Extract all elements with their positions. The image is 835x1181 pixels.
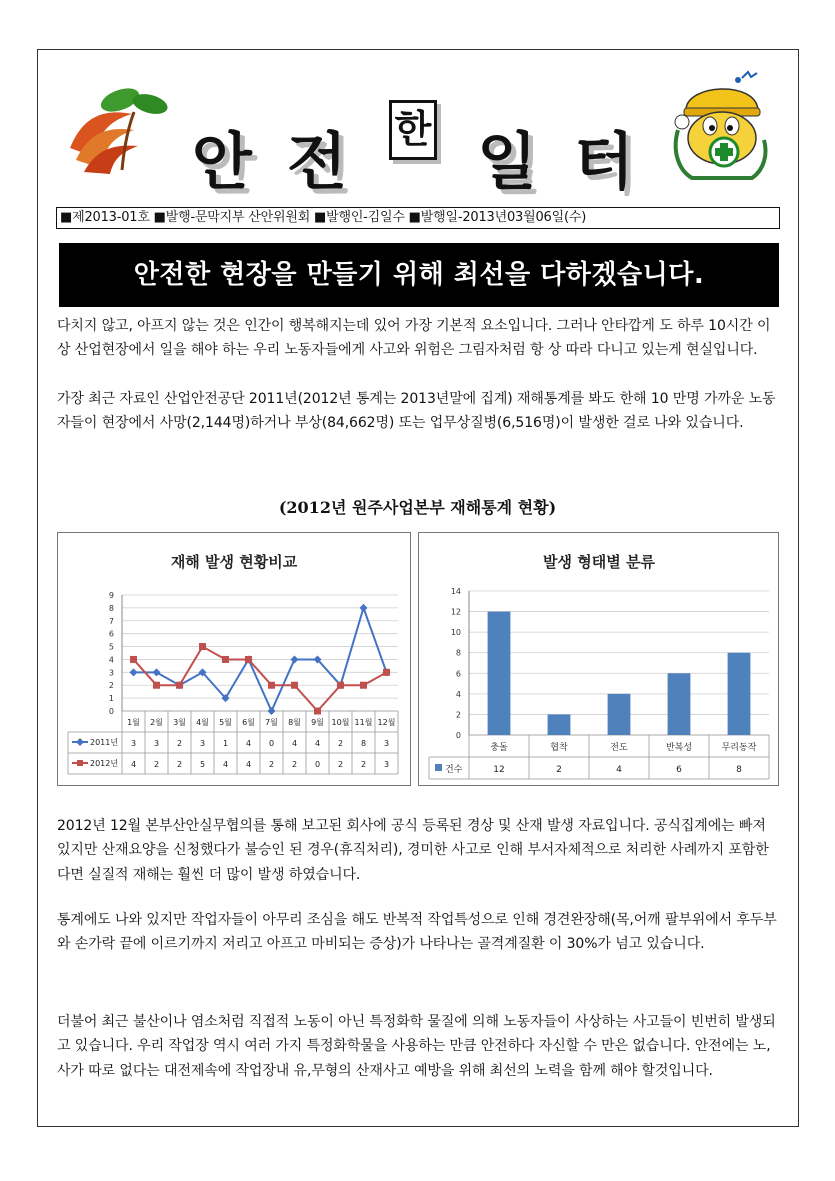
data-table-value: 8	[736, 765, 742, 775]
y-tick-label: 10	[450, 628, 461, 638]
data-table-value: 6	[676, 765, 682, 775]
bar	[488, 612, 511, 735]
y-tick-label: 6	[108, 629, 114, 639]
data-point	[130, 668, 138, 676]
x-tick-label: 4월	[196, 718, 209, 727]
x-tick-label: 11월	[354, 718, 373, 727]
title-boxed-char: 한	[389, 100, 437, 160]
x-tick-label: 3월	[173, 718, 186, 727]
issue-info-line: ■제2013-01호 ■발행-문막지부 산안위원회 ■발행인-김일수 ■발행일-2013년03월06일(수)	[56, 207, 780, 229]
data-table-value: 0	[268, 739, 275, 748]
data-table-value: 4	[245, 760, 252, 769]
legend-marker	[77, 760, 83, 766]
org-logo	[62, 78, 174, 176]
newsletter-title	[192, 100, 652, 200]
data-point	[337, 682, 344, 689]
x-tick-label: 9월	[311, 718, 324, 727]
data-point	[176, 682, 183, 689]
x-tick-label: 무리동작	[721, 743, 757, 753]
data-table-value: 2	[337, 739, 344, 748]
data-table-value: 2	[268, 760, 275, 769]
data-table-value: 4	[245, 739, 252, 748]
headline-banner: 안전한 현장을 만들기 위해 최선을 다하겠습니다.	[59, 243, 779, 307]
data-table-value: 2	[153, 760, 160, 769]
data-table-value: 2	[176, 760, 183, 769]
x-tick-label: 2월	[150, 718, 163, 727]
section-title: (2012년 원주사업본부 재해통계 현황)	[278, 498, 557, 517]
x-tick-label: 5월	[219, 718, 232, 727]
data-table-value: 3	[153, 739, 160, 748]
x-tick-label: 10월	[331, 718, 350, 727]
y-tick-label: 12	[450, 607, 461, 617]
paragraph-musculoskeletal: 통계에도 나와 있지만 작업자들이 아무리 조심을 해도 반복적 작업특성으로 인해 경견완장해(목,어깨 팔부위에서 후두부와 손가락 끝에 이르기까지 저리고 아프고 마비되는 증상)가 나타나는 골격계질환 이 30%가 넘고 있습니다.	[57, 912, 777, 953]
paragraph-report: 2012년 12월 본부산안실무협의를 통해 보고된 회사에 공식 등록된 경상 및 산재 발생 자료입니다. 공식집계에는 빠져 있지만 산재요양을 신청했다가 불승인 된 경우(휴직처리), 경미한 사고로 인해 부서자체적으로 처리한 사례까지 포함한다면 실질적 재해는 훨씬 더 많이 발생 하였습니다.	[57, 818, 769, 883]
title-char-4: 터	[574, 125, 634, 198]
y-tick-label: 3	[108, 668, 114, 678]
title-char-3: 일	[477, 125, 537, 198]
data-table-value: 5	[199, 760, 206, 769]
paragraph-statistics: 가장 최근 자료인 산업안전공단 2011년(2012년 통계는 2013년말에 집계) 재해통계를 봐도 한해 10 만명 가까운 노동자들이 현장에서 사망(2,144명)하거나 부상(84,662명) 또는 업무상질병(6,516명)이 발생한 걸로 나와 있습니다.	[57, 391, 776, 432]
data-table-value: 3	[130, 739, 137, 748]
chart-title: 발생 형태별 분류	[543, 553, 655, 571]
x-tick-label: 6월	[242, 718, 255, 727]
y-tick-label: 1	[108, 694, 114, 704]
x-tick-label: 7월	[265, 718, 278, 727]
data-point	[268, 707, 276, 715]
y-tick-label: 0	[455, 731, 461, 740]
y-tick-label: 2	[108, 681, 114, 691]
y-tick-label: 8	[108, 603, 114, 613]
data-table-value: 1	[222, 739, 229, 748]
data-table-value: 3	[199, 739, 206, 748]
paragraph-chemical: 더불어 최근 불산이나 염소처럼 직접적 노동이 아닌 특정화학 물질에 의해 노동자들이 사상하는 사고들이 빈번히 발생되고 있습니다. 우리 작업장 역시 여러 가지 특정화학물을 사용하는 만큼 안전하다 자신할 수 만은 없습니다. 안전에는 노,사가 따로 없다는 대전제속에 작업장내 유,무형의 산재사고 예방을 위해 최선의 노력을 함께 해야 할것입니다.	[57, 1014, 776, 1079]
data-point	[130, 656, 137, 663]
data-table-value: 8	[360, 739, 367, 748]
y-tick-label: 9	[108, 591, 114, 600]
data-table-value: 4	[616, 765, 622, 775]
data-table-value: 4	[314, 739, 321, 748]
legend-label: 2012년	[90, 759, 119, 768]
data-table-value: 2	[360, 760, 367, 769]
y-tick-label: 4	[108, 655, 114, 665]
data-point	[245, 656, 252, 663]
y-tick-label: 8	[455, 648, 461, 658]
x-tick-label: 반복성	[665, 743, 693, 753]
bar-chart-panel	[418, 532, 779, 786]
legend-label: 2011년	[90, 738, 119, 747]
data-table-value: 3	[383, 739, 390, 748]
x-tick-label: 충돌	[490, 743, 508, 753]
data-table-value: 2	[556, 765, 562, 775]
data-table-value: 4	[291, 739, 298, 748]
data-point	[268, 682, 275, 689]
data-point	[360, 682, 367, 689]
paragraph-intro: 다치지 않고, 아프지 않는 것은 인간이 행복해지는데 있어 가장 기본적 요소입니다. 그러나 안타깝게 도 하루 10시간 이상 산업현장에서 일을 해야 하는 우리 노동자들에게 사고와 위험은 그림자처럼 항 상 따라 다니고 있는게 현실입니다.	[57, 318, 771, 359]
safety-mascot-illustration	[672, 70, 770, 188]
y-tick-label: 4	[455, 689, 461, 699]
data-point	[199, 643, 206, 650]
bar	[548, 714, 571, 735]
data-table-value: 12	[493, 765, 505, 775]
x-tick-label: 1월	[127, 718, 140, 727]
legend-label: 건수	[445, 765, 463, 775]
data-point	[222, 656, 229, 663]
data-point	[291, 682, 298, 689]
data-point	[383, 669, 390, 676]
data-table-value: 2	[291, 760, 298, 769]
data-point	[360, 604, 368, 612]
bar	[608, 694, 631, 735]
chart-title: 재해 발생 현황비교	[170, 553, 298, 571]
x-tick-label: 협착	[550, 743, 568, 753]
y-tick-label: 2	[455, 710, 461, 720]
line-chart-panel	[57, 532, 411, 786]
x-tick-label: 전도	[610, 743, 628, 753]
data-table-value: 2	[337, 760, 344, 769]
data-table-value: 0	[314, 760, 321, 769]
data-table-value: 4	[130, 760, 137, 769]
legend-marker	[76, 738, 84, 746]
data-point	[153, 682, 160, 689]
bar	[728, 653, 751, 735]
bar	[668, 673, 691, 735]
x-tick-label: 8월	[288, 718, 301, 727]
data-point	[291, 655, 299, 663]
line-chart	[58, 533, 410, 785]
data-table-value: 2	[176, 739, 183, 748]
y-tick-label: 6	[455, 669, 461, 679]
y-tick-label: 5	[108, 642, 114, 652]
y-tick-label: 0	[108, 707, 114, 716]
x-tick-label: 12월	[377, 718, 396, 727]
y-tick-label: 14	[450, 587, 461, 596]
data-table-value: 4	[222, 760, 229, 769]
data-table-value: 3	[383, 760, 390, 769]
title-char-1: 안	[192, 125, 252, 198]
title-char-2: 전	[287, 125, 347, 198]
bar-chart	[419, 533, 778, 785]
data-point	[314, 708, 321, 715]
data-point	[153, 668, 161, 676]
y-tick-label: 7	[108, 616, 114, 626]
legend-marker	[435, 764, 442, 771]
